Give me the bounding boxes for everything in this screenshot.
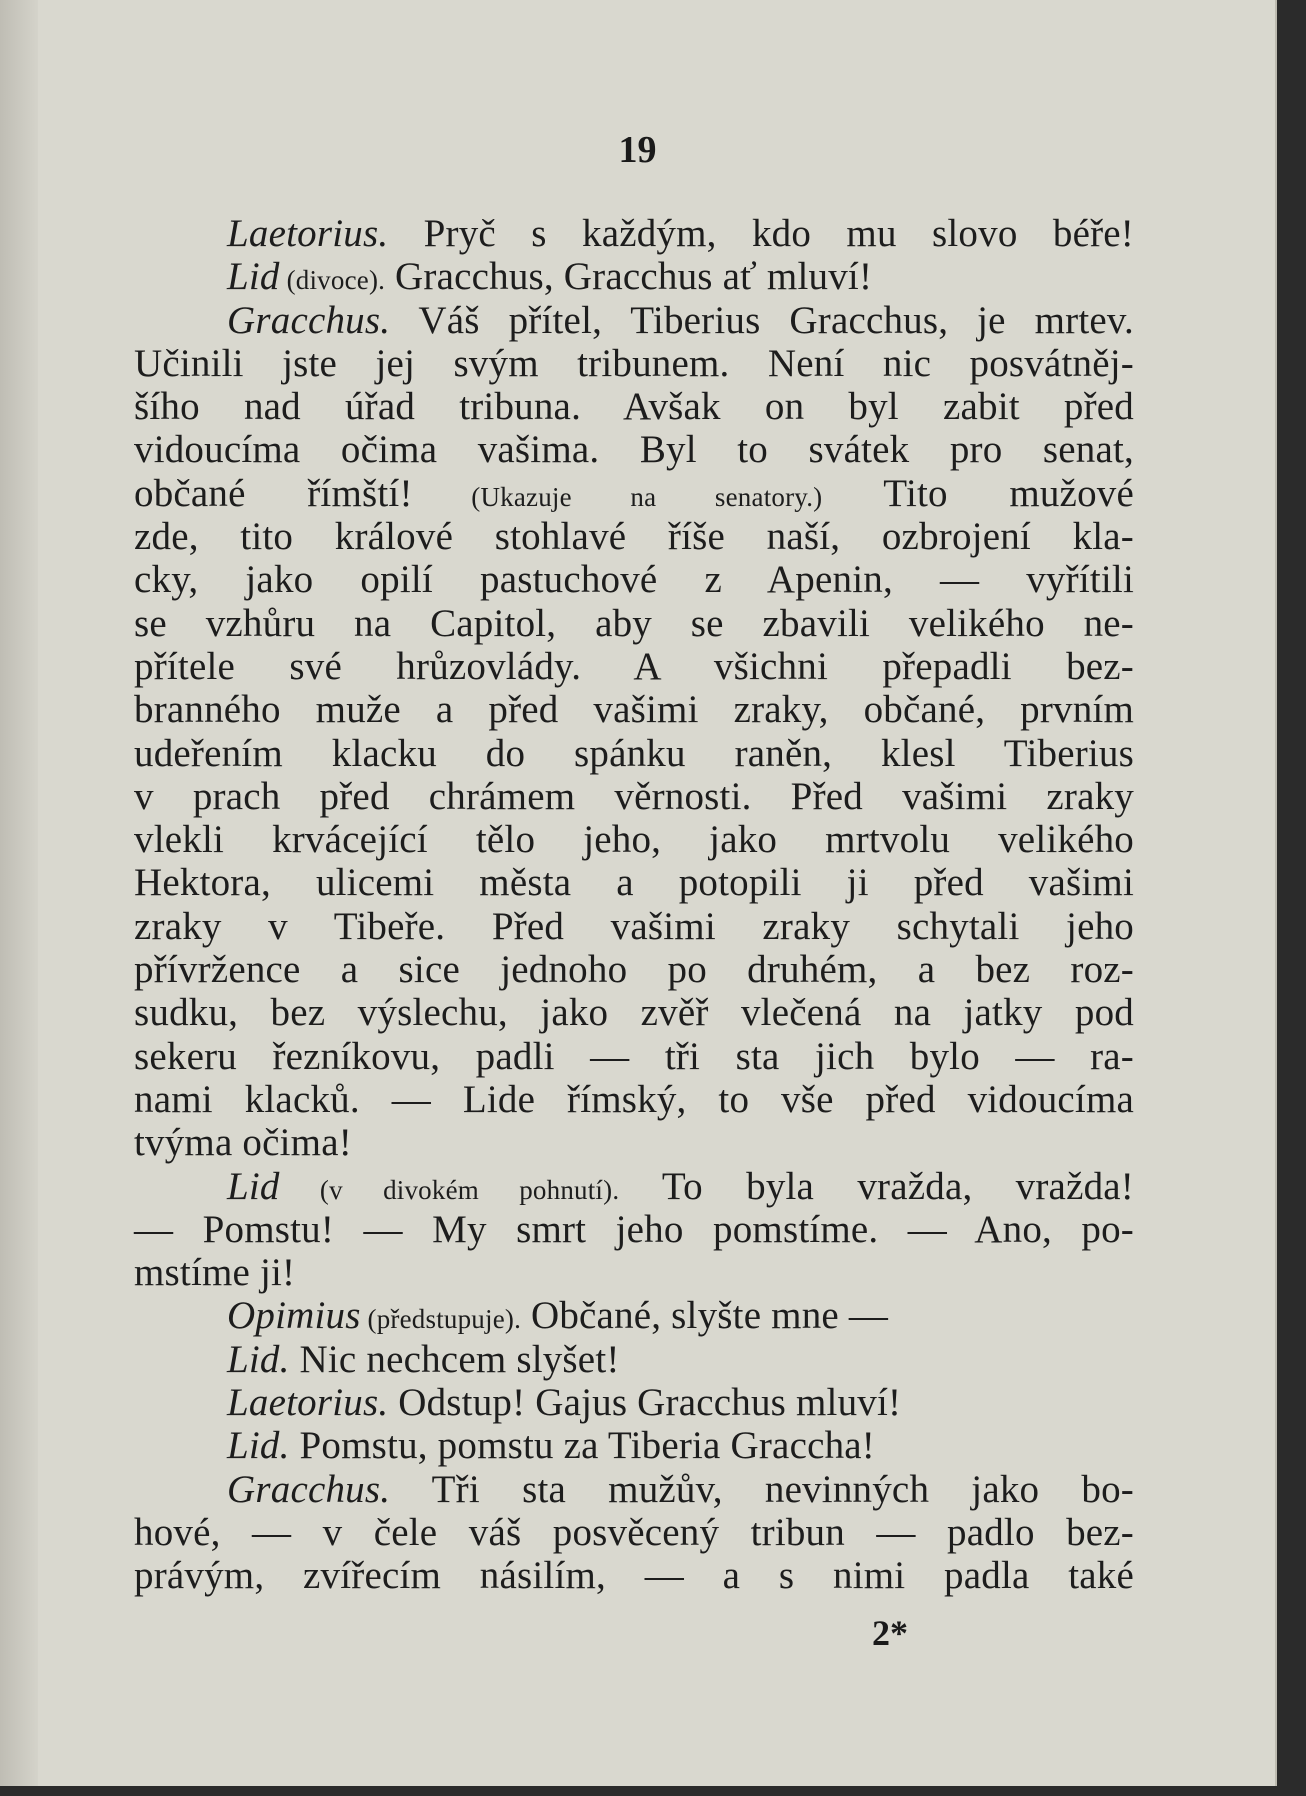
body-text <box>134 212 1134 1598</box>
text-line <box>134 1424 1134 1467</box>
line-text: vlekli krvácející tělo jeho, jako mrtvolu velikého <box>134 818 1134 862</box>
speaker-name: Laetorius. <box>227 1381 389 1425</box>
line-text: Odstup! Gajus Gracchus mluví! <box>388 1381 902 1425</box>
stage-direction: (Ukazuje na senatory.) <box>412 481 823 512</box>
line-text: mstíme ji! <box>134 1251 296 1295</box>
line-text: občané římští! <box>134 471 413 515</box>
line-text: přítele své hrůzovlády. A všichni přepadli bez- <box>134 644 1134 688</box>
text-line <box>134 861 1134 904</box>
text-line <box>134 1035 1134 1078</box>
text-line <box>134 342 1134 385</box>
line-text: udeřením klacku do spánku raněn, klesl Tiberius <box>134 731 1134 775</box>
text-line <box>134 515 1134 558</box>
line-text: Gracchus, Gracchus ať mluví! <box>385 255 873 299</box>
text-line <box>134 948 1134 991</box>
line-text: hové, — v čele váš posvěcený tribun — padlo bez- <box>134 1510 1134 1554</box>
text-line <box>134 991 1134 1034</box>
speaker-name: Laetorius. <box>227 212 389 255</box>
line-text: To byla vražda, vražda! <box>619 1164 1134 1208</box>
speaker-name: Opimius <box>227 1294 361 1338</box>
line-text: Učinili jste jej svým tribunem. Není nic posvátněj- <box>134 341 1134 385</box>
line-text: Nic nechcem slyšet! <box>289 1337 620 1381</box>
text-line <box>134 428 1134 471</box>
text-line <box>134 299 1134 342</box>
text-line <box>134 905 1134 948</box>
line-text: Pomstu, pomstu za Tiberia Graccha! <box>289 1424 875 1468</box>
line-text: zde, tito králové stohlavé říše naší, ozbrojení kla- <box>134 515 1134 559</box>
line-text: Občané, slyšte mne — <box>521 1294 889 1338</box>
text-line <box>134 602 1134 645</box>
line-text: přívržence a sice jednoho po druhém, a bez roz- <box>134 948 1134 992</box>
text-line <box>134 775 1134 818</box>
text-line <box>134 645 1134 688</box>
text-line <box>134 1294 1134 1337</box>
speaker-name: Gracchus. <box>227 1467 391 1511</box>
line-text: sekeru řezníkovu, padli — tři sta jich bylo — ra- <box>134 1034 1134 1078</box>
text-line <box>134 1121 1134 1164</box>
line-text: v prach před chrámem věrnosti. Před vašimi zraky <box>134 774 1134 818</box>
line-text: právým, zvířecím násilím, — a s nimi padla také <box>134 1554 1134 1598</box>
line-text: vidoucíma očima vašima. Byl to svátek pro senat, <box>134 428 1134 472</box>
text-line <box>134 255 1134 298</box>
speaker-name: Lid. <box>227 1424 290 1468</box>
line-text: Hektora, ulicemi města a potopili ji před vašimi <box>134 861 1134 905</box>
speaker-name: Gracchus. <box>227 298 391 342</box>
line-text: cky, jako opilí pastuchové z Apenin, — vyřítili <box>134 558 1134 602</box>
text-line <box>134 1208 1134 1251</box>
text-line <box>134 472 1134 515</box>
line-text: branného muže a před vašimi zraky, občané, prvním <box>134 688 1134 732</box>
text-line <box>134 212 1134 255</box>
line-text: Tři sta mužův, nevinných jako bo- <box>390 1467 1134 1511</box>
text-line <box>134 818 1134 861</box>
stage-direction: (předstupuje). <box>360 1304 522 1335</box>
stage-direction: (v divokém pohnutí). <box>279 1174 620 1205</box>
text-line <box>134 1381 1134 1424</box>
text-line <box>134 1554 1134 1597</box>
text-line <box>134 1078 1134 1121</box>
line-text: nami klacků. — Lide římský, to vše před vidoucíma <box>134 1077 1134 1121</box>
line-text: — Pomstu! — My smrt jeho pomstíme. — Ano, po- <box>134 1207 1134 1251</box>
text-line <box>134 688 1134 731</box>
speaker-name: Lid. <box>227 1337 290 1381</box>
line-text: tvýma očima! <box>134 1121 352 1165</box>
speaker-name: Lid <box>227 255 280 299</box>
text-line <box>134 385 1134 428</box>
text-line <box>134 732 1134 775</box>
text-line <box>134 1338 1134 1381</box>
line-text: se vzhůru na Capitol, aby se zbavili velikého ne- <box>134 601 1134 645</box>
page-binding-shadow <box>0 0 38 1786</box>
line-text: zraky v Tibeře. Před vašimi zraky schytali jeho <box>134 904 1134 948</box>
text-line <box>134 1511 1134 1554</box>
line-text: sudku, bez výslechu, jako zvěř vlečená na jatky pod <box>134 991 1134 1035</box>
text-line <box>134 558 1134 601</box>
text-line <box>134 1165 1134 1208</box>
text-line <box>134 1468 1134 1511</box>
stage-direction: (divoce). <box>279 265 386 296</box>
text-line <box>134 1251 1134 1294</box>
page-number: 19 <box>618 129 657 171</box>
line-text: Tito mužové <box>822 471 1134 515</box>
line-text: Pryč s každým, kdo mu slovo béře! <box>388 212 1134 255</box>
line-text: Váš přítel, Tiberius Gracchus, je mrtev. <box>390 298 1134 342</box>
signature-mark: 2* <box>872 1613 908 1653</box>
speaker-name: Lid <box>227 1164 280 1208</box>
line-text: šího nad úřad tribuna. Avšak on byl zabit před <box>134 385 1134 429</box>
